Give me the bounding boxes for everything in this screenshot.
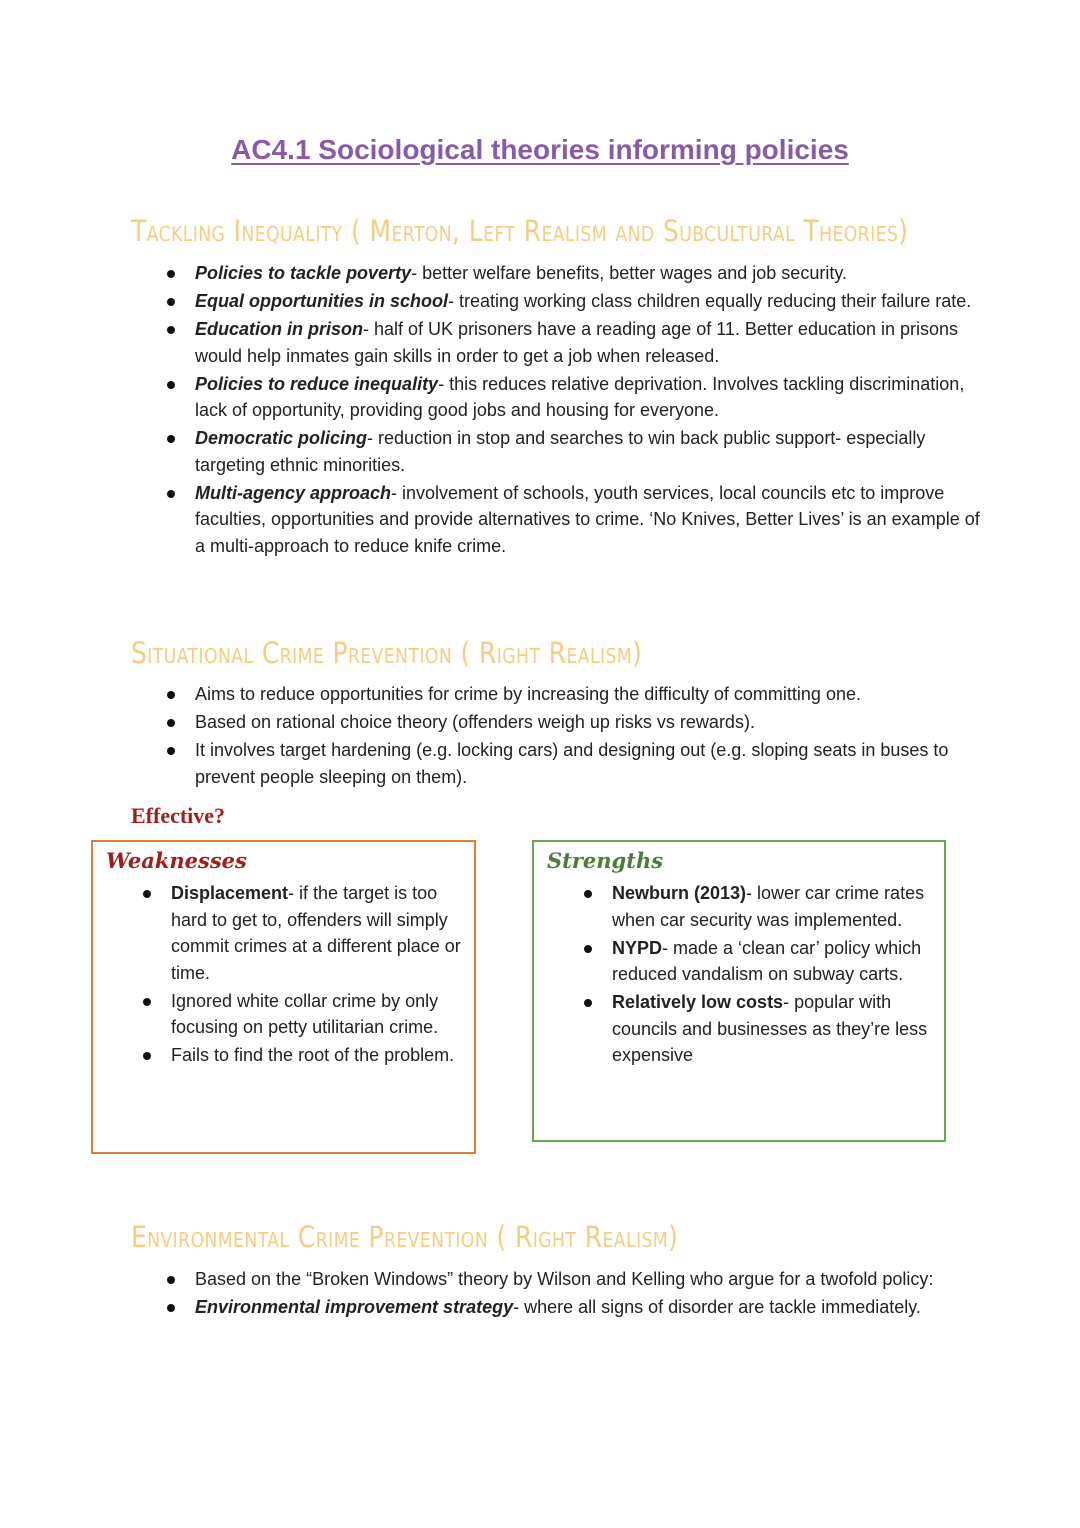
strengths-list [534,880,934,1070]
list-item: Policies to reduce inequality- this reduces relative deprivation. Involves tackling discrimination, lack of opportunity, providing good jobs and housing for everyone. [131,371,981,424]
strengths-title: Strengths [547,848,664,873]
list-item: Democratic policing- reduction in stop and searches to win back public support- especially targeting ethnic minorities. [131,425,981,478]
page-title: AC4.1 Sociological theories informing policies [231,134,849,165]
list-item: It involves target hardening (e.g. locking cars) and designing out (e.g. sloping seats in buses to prevent people sleeping on them). [131,737,981,790]
list-item: Policies to tackle poverty- better welfare benefits, better wages and job security. [131,260,981,287]
list-item: Education in prison- half of UK prisoners have a reading age of 11. Better education in prisons would help inmates gain skills in order to get a job when released. [131,316,981,369]
strengths-box [532,840,946,1142]
section-heading-tackling-inequality: Tackling Inequality ( Merton, Left Realism and Subcultural Theories) [131,214,909,248]
list-item: Fails to find the root of the problem. [93,1042,473,1069]
list-item: Displacement- if the target is too hard to get to, offenders will simply commit crimes at a different place or time. [93,880,473,986]
list-item: Relatively low costs- popular with councils and businesses as they’re less expensive [534,989,934,1069]
list-item: Based on the “Broken Windows” theory by Wilson and Kelling who argue for a twofold policy: [131,1266,981,1293]
tackling-inequality-list [131,260,981,561]
environmental-crime-list [131,1266,981,1322]
list-item: Equal opportunities in school- treating working class children equally reducing their failure rate. [131,288,981,315]
weaknesses-box [91,840,476,1154]
list-item: Aims to reduce opportunities for crime by increasing the difficulty of committing one. [131,681,981,708]
list-item: Ignored white collar crime by only focusing on petty utilitarian crime. [93,988,473,1041]
list-item: Newburn (2013)- lower car crime rates when car security was implemented. [534,880,934,933]
situational-crime-list [131,681,981,792]
list-item: NYPD- made a ‘clean car’ policy which reduced vandalism on subway carts. [534,935,934,988]
effective-label: Effective? [131,803,226,828]
weaknesses-list [93,880,473,1070]
list-item: Multi-agency approach- involvement of schools, youth services, local councils etc to improve faculties, opportunities and provide alternatives to crime. ‘No Knives, Better Lives’ is an example of a multi-approach to reduce knife crime. [131,480,981,560]
section-heading-situational-crime-prevention: Situational Crime Prevention ( Right Realism) [131,636,643,670]
weaknesses-title: Weaknesses [106,848,247,873]
list-item: Environmental improvement strategy- where all signs of disorder are tackle immediately. [131,1294,981,1321]
section-heading-environmental-crime-prevention: Environmental Crime Prevention ( Right Realism) [131,1220,679,1254]
list-item: Based on rational choice theory (offenders weigh up risks vs rewards). [131,709,981,736]
